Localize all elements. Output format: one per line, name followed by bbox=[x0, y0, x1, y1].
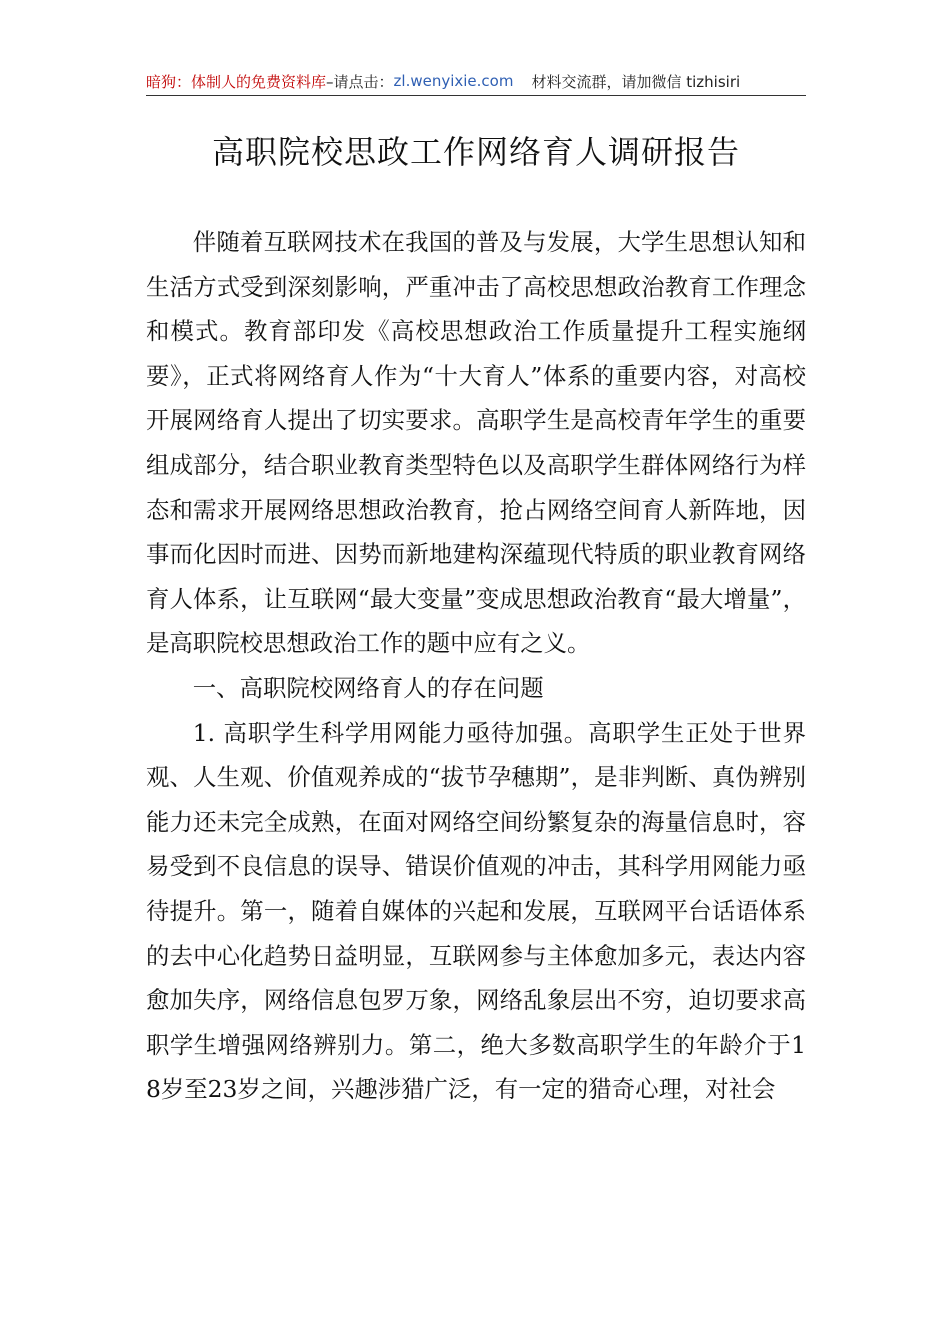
page-header bbox=[146, 68, 806, 94]
section-heading: 一、高职院校网络育人的存在问题 bbox=[192, 673, 544, 702]
document-body bbox=[146, 220, 806, 1112]
document-title: 高职院校思政工作网络育人调研报告 bbox=[211, 133, 740, 171]
header-promo-text: 暗狗：体制人的免费资料库 bbox=[146, 72, 327, 91]
header-click-prompt: –请点击： bbox=[326, 72, 394, 91]
section-paragraph: 1. 高职学生科学用网能力亟待加强。高职学生正处于世界观、人生观、价值观养成的“拔节孕穗期”，是非判断、真伪辨别能力还未完全成熟，在面对网络空间纷繁复杂的海量信息时，容易受到不良信息的误导、错误价值观的冲击，其科学用网能力亟待提升。第一，随着自媒体的兴起和发展，互联网平台话语体系的去中心化趋势日益明显，互联网参与主体愈加多元，表达内容愈加失序，网络信息包罗万象，网络乱象层出不穷，迫切要求高职学生增强网络辨别力。第二，绝大多数高职学生的年龄介于18岁至23岁之间，兴趣涉猎广泛，有一定的猎奇心理，对社会 bbox=[146, 718, 806, 1104]
header-divider bbox=[146, 95, 806, 96]
intro-paragraph: 伴随着互联网技术在我国的普及与发展，大学生思想认知和生活方式受到深刻影响，严重冲击了高校思想政治教育工作理念和模式。教育部印发《高校思想政治工作质量提升工程实施纲要》，正式将网络育人作为“十大育人”体系的重要内容，对高校开展网络育人提出了切实要求。高职学生是高校青年学生的重要组成部分，结合职业教育类型特色以及高职学生群体网络行为样态和需求开展网络思想政治教育，抢占网络空间育人新阵地，因事而化因时而进、因势而新地建构深蕴现代特质的职业教育网络育人体系，让互联网“最大变量”变成思想政治教育“最大增量”，是高职院校思想政治工作的题中应有之义。 bbox=[146, 228, 806, 658]
header-url-link[interactable]: zl.wenyixie.com bbox=[393, 72, 514, 90]
header-group-text: 材料交流群，请加微信 tizhisiri bbox=[531, 72, 741, 91]
